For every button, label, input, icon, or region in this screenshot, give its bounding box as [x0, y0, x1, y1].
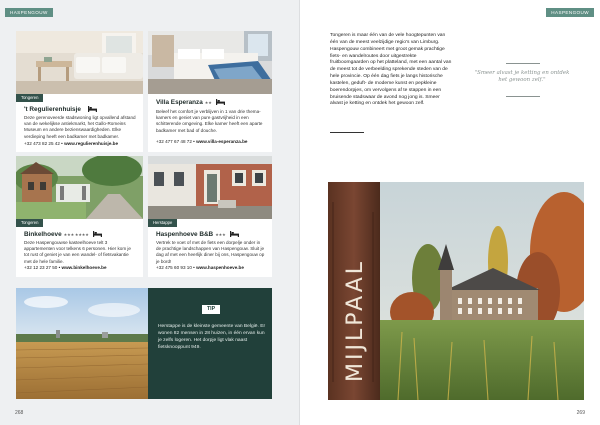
tip-label: TIP [202, 305, 220, 314]
accommodation-description: Vertrek te voet of met de fiets een dorpelje onder in de prachtige landschappen van Haspengouw. Sluit je dag af met een heerlijk diner bij ons, Haspengouw op je bord! [156, 240, 265, 264]
website-link[interactable]: www.haspenhoeve.be [196, 265, 244, 270]
bed-icon [93, 231, 102, 237]
accommodation-description: Deze gerenoveerde stadswoning ligt opvallend afstand van de wekelijkse antiekmarkt, het Gallo-Romeins Museum en andere bezienswaardigheden. Elke verdieping heeft een badkamer met badkamer. [24, 115, 136, 139]
accommodation-description: Deze Haspengouwse kasteelhoeve telt 3 appartementen voor telkens 6 personen. Hier kom je tot rust of geniet je van een wandel- of fietsvakantie met de hele familie. [24, 240, 131, 264]
star-rating: ★★★ ★★★★ [63, 232, 89, 237]
accommodation-card[interactable] [16, 31, 143, 152]
sign-text: MIJLPAAL [343, 258, 368, 382]
bed-icon [230, 231, 239, 237]
star-rating: ★★★ [215, 232, 226, 237]
accommodation-name: Binkelhoeve [24, 231, 62, 238]
accommodation-card[interactable] [148, 31, 272, 152]
pull-quote: "Smeer alvast je ketting en ontdek het gewoon zelf." [474, 70, 570, 84]
accommodation-photo [148, 156, 272, 219]
accommodation-photo [148, 31, 272, 94]
accommodation-card[interactable] [148, 156, 272, 277]
accommodation-title [156, 231, 239, 238]
category-label: Herstappe [148, 219, 177, 227]
phone-number: +32 475 60 93 10 [156, 265, 192, 270]
bed-icon [88, 106, 97, 112]
milestone-abbey-photo [328, 182, 584, 400]
tip-text: Herstappe is de kleinste gemeente van België. Er wonen 82 mensen in 28 huizen, in één ervan kun je zelfs logeren. Het dorpje ligt vlak naast fietsknooppunt 949. [158, 324, 266, 350]
divider [330, 132, 364, 133]
page-number: 268 [15, 410, 24, 416]
field-landscape-photo [16, 288, 148, 399]
section-tag: HASPENGOUW [546, 8, 594, 17]
accommodation-name: Haspenhoeve B&B [156, 231, 214, 238]
quote-rule-bottom [506, 96, 540, 97]
contact-line: +32 12 23 27 50 • www.binkelhoeve.be [24, 265, 107, 270]
contact-line: +32 475 60 93 10 • www.haspenhoeve.be [156, 265, 244, 270]
contact-line: +32 473 82 25 42 • www.regulierenhuisje.be [24, 141, 119, 146]
tip-box [148, 288, 272, 399]
category-label: Tongeren [16, 94, 43, 102]
accommodation-name: Villa Esperanza [156, 99, 203, 106]
phone-number: +32 477 67 48 72 [156, 139, 192, 144]
accommodation-title [24, 231, 102, 238]
phone-number: +32 473 82 25 42 [24, 141, 60, 146]
body-paragraph: Tongeren is maar één van de vele hoogtepunten van één van de meest veelzijdige regio's van Limburg. Haspengouw combineert met groot gemak prachtige fiets- en wandelroutes door uitgestrekte fruitboomgaarden op het platteland, met een aantal van de meest tot de verbeelding sprekende steden van de hele provincie. Op één dag fiets je langs historische kastelen, geduft- de modeme kunst en pepkleine boerendorpjes, om vervolgens af te stappen in een bruisende stadswaar de avond nog jong is. Smeer alvast je ketting en ontdek het gewoon zelf. [330, 33, 452, 107]
accommodation-title [156, 99, 225, 106]
phone-number: +32 12 23 27 50 [24, 265, 58, 270]
website-link[interactable]: www.regulierenhuisje.be [64, 141, 119, 146]
section-tag: HASPENGOUW [5, 8, 53, 17]
contact-line: +32 477 67 48 72 • www.villa-esperanza.be [156, 139, 248, 144]
star-rating: ★★ [204, 100, 212, 105]
accommodation-title [24, 106, 97, 113]
website-link[interactable]: www.binkelhoeve.be [61, 265, 107, 270]
accommodation-name: 't Regulierenhuisje [24, 106, 81, 113]
quote-rule-top [506, 63, 540, 64]
accommodation-card[interactable] [16, 156, 143, 277]
page-number: 269 [576, 410, 585, 416]
accommodation-photo [16, 156, 143, 219]
website-link[interactable]: www.villa-esperanza.be [196, 139, 248, 144]
bed-icon [216, 99, 225, 105]
category-label: Tongeren [16, 219, 43, 227]
accommodation-photo [16, 31, 143, 94]
accommodation-description: Beleef het comfort je verblijven in 1 van drie themakamers en geniet van pure gastvrijheid in een schitterende omgeving. Elke kamer heeft een aparte badkamer met bad of douche. [156, 109, 263, 133]
